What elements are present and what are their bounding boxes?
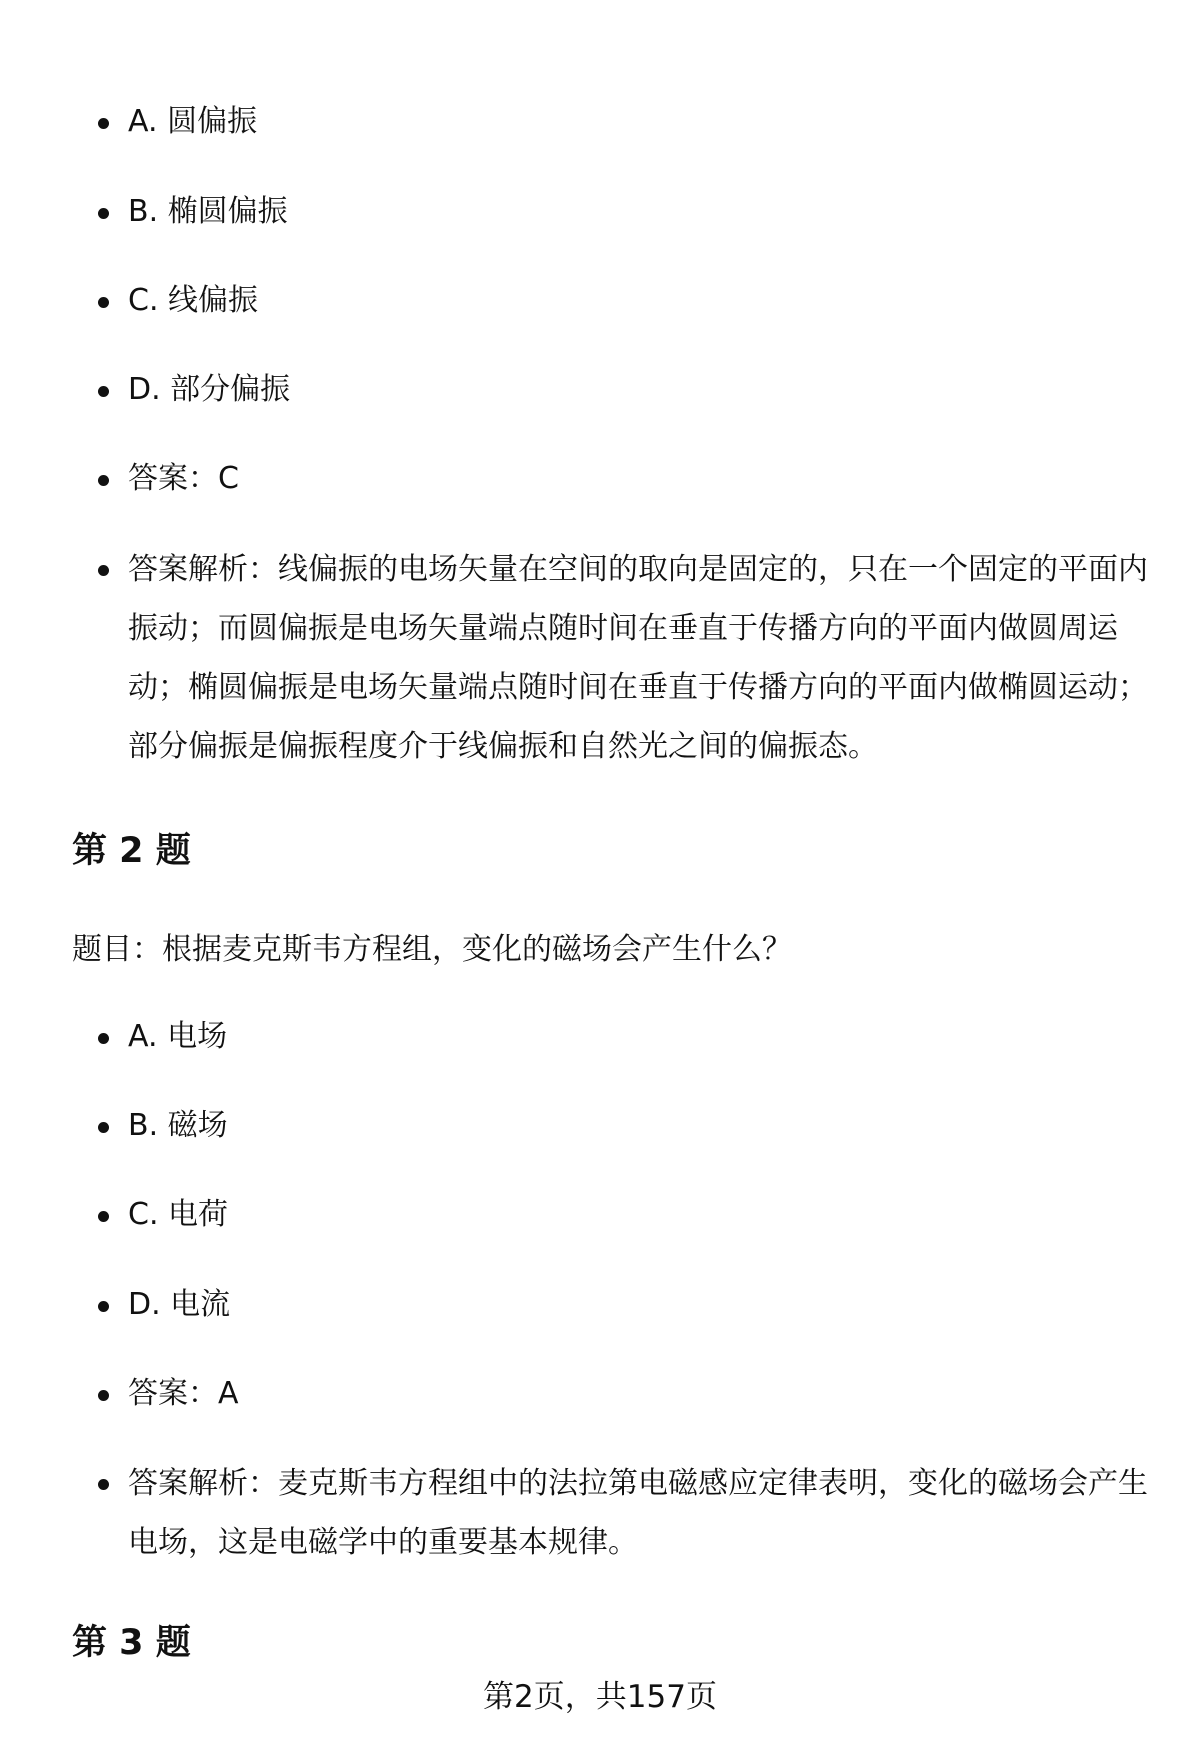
page-indicator: 第2页，共157页: [483, 1679, 717, 1715]
question-2-heading: 第 2 题: [72, 831, 191, 871]
option-text: B. 磁场: [128, 1108, 228, 1143]
bullet: [98, 386, 109, 397]
explanation-line: 部分偏振是偏振程度介于线偏振和自然光之间的偏振态。: [128, 729, 878, 764]
bullet: [98, 475, 109, 486]
bullet: [98, 565, 109, 576]
option-text: A. 圆偏振: [128, 104, 258, 139]
option-text: C. 线偏振: [128, 283, 259, 318]
explanation-text: [128, 1454, 1148, 1572]
explanation-line: 答案解析：线偏振的电场矢量在空间的取向是固定的，只在一个固定的平面内: [128, 552, 1148, 587]
explanation-line: 答案解析：麦克斯韦方程组中的法拉第电磁感应定律表明，变化的磁场会产生: [128, 1466, 1148, 1501]
explanation-line: 电场，这是电磁学中的重要基本规律。: [128, 1525, 638, 1560]
option-text: A. 电场: [128, 1019, 228, 1054]
answer-text: 答案：C: [128, 461, 239, 496]
bullet: [98, 297, 109, 308]
option-text: C. 电荷: [128, 1197, 229, 1232]
bullet: [98, 118, 109, 129]
bullet: [98, 1301, 109, 1312]
bullet: [98, 1122, 109, 1133]
explanation-line: 动；椭圆偏振是电场矢量端点随时间在垂直于传播方向的平面内做椭圆运动；: [128, 670, 1148, 705]
answer-text: 答案：A: [128, 1376, 239, 1411]
bullet: [98, 1033, 109, 1044]
explanation-line: 振动；而圆偏振是电场矢量端点随时间在垂直于传播方向的平面内做圆周运: [128, 611, 1118, 646]
option-text: B. 椭圆偏振: [128, 194, 288, 229]
bullet: [98, 1390, 109, 1401]
bullet: [98, 208, 109, 219]
bullet: [98, 1479, 109, 1490]
bullet: [98, 1211, 109, 1222]
question-3-heading: 第 3 题: [72, 1623, 191, 1663]
explanation-text: [128, 540, 1148, 776]
question-2-stem: 题目：根据麦克斯韦方程组，变化的磁场会产生什么？: [72, 932, 792, 967]
option-text: D. 电流: [128, 1287, 231, 1322]
option-text: D. 部分偏振: [128, 372, 291, 407]
